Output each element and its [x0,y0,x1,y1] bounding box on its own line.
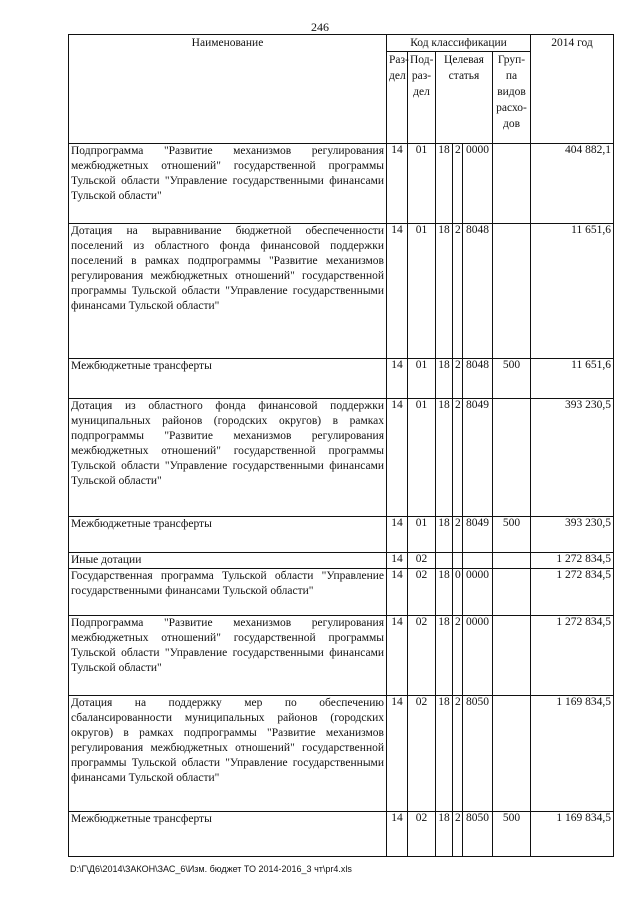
row-target-program: 18 [436,144,453,224]
row-target-subprogram [453,553,463,569]
row-amount: 393 230,5 [531,517,614,553]
row-name: Иные дотации [69,553,387,569]
row-podrazdel: 02 [408,616,436,696]
row-target-direction: 8048 [463,359,493,399]
row-name: Дотация на выравнивание бюджетной обеспеченности поселений из областного фонда финансовой поддержки поселений в рамках подпрограммы "Развитие механизмов регулирования межбюджетных отношений" государственной программы Тульской области "Управление государственными финансами Тульской области" [69,224,387,359]
row-razdel: 14 [387,553,408,569]
row-podrazdel: 01 [408,224,436,359]
row-name: Межбюджетные трансферты [69,359,387,399]
row-name: Межбюджетные трансферты [69,812,387,857]
row-expense-group: 500 [493,517,531,553]
header-podrazdel: Под- раз- дел [408,52,436,144]
row-target-program [436,553,453,569]
row-expense-group [493,144,531,224]
row-target-subprogram: 2 [453,696,463,812]
row-razdel: 14 [387,812,408,857]
row-expense-group [493,224,531,359]
row-target-direction: 0000 [463,144,493,224]
row-expense-group [493,399,531,517]
row-podrazdel: 02 [408,696,436,812]
row-target-subprogram: 2 [453,359,463,399]
row-target-program: 18 [436,224,453,359]
table-row [69,224,614,359]
row-target-direction: 8050 [463,696,493,812]
row-name: Межбюджетные трансферты [69,517,387,553]
row-target-program: 18 [436,569,453,616]
row-amount: 11 651,6 [531,359,614,399]
row-podrazdel: 01 [408,359,436,399]
row-name: Дотация на поддержку мер по обеспечению сбалансированности муниципальных районов (городских округов) в рамках подпрограммы "Развитие механизмов регулирования межбюджетных отношений" государственной программы Тульской области "Управление государственными финансами Тульской области" [69,696,387,812]
row-amount: 1 169 834,5 [531,696,614,812]
row-amount: 1 272 834,5 [531,616,614,696]
row-razdel: 14 [387,517,408,553]
table-row [69,399,614,517]
row-target-direction: 0000 [463,616,493,696]
table-row [69,696,614,812]
row-target-subprogram: 2 [453,616,463,696]
row-razdel: 14 [387,399,408,517]
row-target-direction: 8048 [463,224,493,359]
row-amount: 1 272 834,5 [531,553,614,569]
row-expense-group [493,553,531,569]
row-amount: 1 169 834,5 [531,812,614,857]
row-amount: 11 651,6 [531,224,614,359]
row-target-program: 18 [436,359,453,399]
row-podrazdel: 02 [408,569,436,616]
row-target-direction [463,553,493,569]
table-row [69,616,614,696]
row-target-subprogram: 2 [453,399,463,517]
row-name: Подпрограмма "Развитие механизмов регулирования межбюджетных отношений" государственной программы Тульской области "Управление государственными финансами Тульской области" [69,144,387,224]
row-target-subprogram: 2 [453,224,463,359]
row-target-program: 18 [436,616,453,696]
row-podrazdel: 01 [408,399,436,517]
row-target-program: 18 [436,696,453,812]
row-expense-group [493,696,531,812]
row-target-direction: 8049 [463,399,493,517]
header-expense-group: Груп- па видов расхо- дов [493,52,531,144]
header-target-article: Целевая статья [436,52,493,144]
row-expense-group [493,569,531,616]
row-expense-group: 500 [493,812,531,857]
row-target-subprogram: 2 [453,517,463,553]
header-classification: Код классификации [387,35,531,52]
row-razdel: 14 [387,569,408,616]
row-podrazdel: 01 [408,144,436,224]
header-year: 2014 год [531,35,614,144]
table-row [69,359,614,399]
row-razdel: 14 [387,224,408,359]
row-target-program: 18 [436,812,453,857]
row-razdel: 14 [387,616,408,696]
row-target-direction: 8050 [463,812,493,857]
row-name: Государственная программа Тульской области "Управление государственными финансами Тульской области" [69,569,387,616]
header-razdel: Раз- дел [387,52,408,144]
table-row [69,517,614,553]
table-row [69,569,614,616]
row-target-subprogram: 0 [453,569,463,616]
table-row [69,553,614,569]
file-path-footer: D:\Г\Д6\2014\ЗАКОН\ЗАС_6\Изм. бюджет ТО 2014-2016_3 чт\pr4.xls [70,864,352,874]
row-name: Подпрограмма "Развитие механизмов регулирования межбюджетных отношений" государственной программы Тульской области "Управление государственными финансами Тульской области" [69,616,387,696]
budget-table [68,34,614,857]
row-target-program: 18 [436,517,453,553]
page-number: 246 [311,20,329,34]
row-target-direction: 0000 [463,569,493,616]
row-target-program: 18 [436,399,453,517]
row-expense-group: 500 [493,359,531,399]
table-row [69,812,614,857]
row-amount: 393 230,5 [531,399,614,517]
row-amount: 1 272 834,5 [531,569,614,616]
row-expense-group [493,616,531,696]
row-amount: 404 882,1 [531,144,614,224]
row-razdel: 14 [387,359,408,399]
table-row [69,144,614,224]
row-podrazdel: 02 [408,812,436,857]
row-target-subprogram: 2 [453,812,463,857]
row-target-subprogram: 2 [453,144,463,224]
row-razdel: 14 [387,696,408,812]
row-name: Дотация из областного фонда финансовой поддержки муниципальных районов (городских округов) в рамках подпрограммы "Развитие механизмов регулирования межбюджетных отношений" государственной программы Тульской области "Управление государственными финансами Тульской области" [69,399,387,517]
row-target-direction: 8049 [463,517,493,553]
row-razdel: 14 [387,144,408,224]
header-name: Наименование [69,35,387,144]
row-podrazdel: 01 [408,517,436,553]
row-podrazdel: 02 [408,553,436,569]
